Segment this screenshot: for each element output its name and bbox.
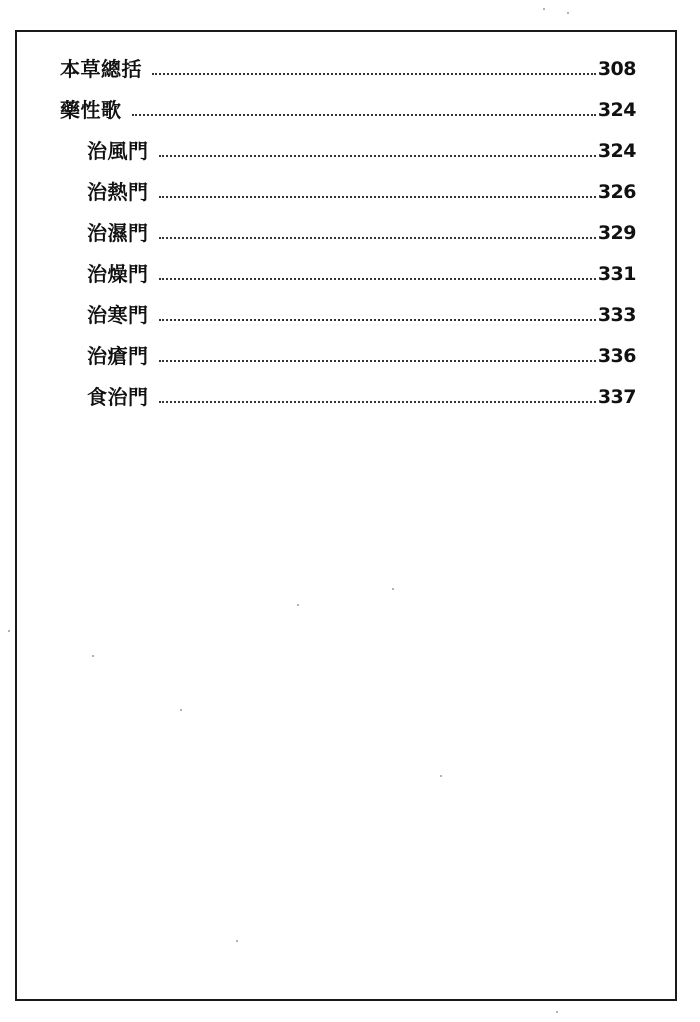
- toc-entry-0[interactable]: [60, 38, 636, 79]
- toc-entry-title: 食治門: [87, 385, 149, 409]
- scan-speck: [543, 8, 545, 10]
- scan-speck: [556, 1011, 558, 1013]
- scan-speck: [236, 940, 238, 942]
- scan-speck: [180, 709, 182, 711]
- toc-entry-title: 治燥門: [87, 262, 149, 286]
- scan-speck: [92, 655, 94, 657]
- table-of-contents: [60, 38, 636, 407]
- toc-entry-6[interactable]: [60, 284, 636, 325]
- scan-speck: [392, 588, 394, 590]
- toc-entry-title: 治濕門: [87, 221, 149, 245]
- scan-speck: [567, 12, 569, 14]
- toc-entry-title: 治風門: [87, 139, 149, 163]
- toc-entry-page: 308: [597, 58, 636, 80]
- dot-leader: [159, 155, 596, 157]
- dot-leader: [159, 401, 596, 403]
- dot-leader: [159, 319, 596, 321]
- dot-leader: [159, 360, 596, 362]
- toc-entry-page: 329: [597, 222, 636, 244]
- toc-entry-title: 本草總括: [60, 57, 142, 81]
- toc-entry-4[interactable]: [60, 202, 636, 243]
- toc-entry-page: 333: [597, 304, 636, 326]
- toc-entry-title: 治寒門: [87, 303, 149, 327]
- toc-entry-1[interactable]: [60, 79, 636, 120]
- toc-entry-title: 治瘡門: [87, 344, 149, 368]
- toc-entry-5[interactable]: [60, 243, 636, 284]
- toc-entry-3[interactable]: [60, 161, 636, 202]
- scan-speck: [8, 630, 10, 632]
- toc-entry-page: 326: [597, 181, 636, 203]
- toc-entry-page: 336: [597, 345, 636, 367]
- toc-entry-7[interactable]: [60, 325, 636, 366]
- dot-leader: [159, 237, 596, 239]
- dot-leader: [152, 73, 596, 75]
- scan-speck: [440, 775, 442, 777]
- toc-entry-page: 331: [597, 263, 636, 285]
- toc-entry-2[interactable]: [60, 120, 636, 161]
- toc-entry-page: 337: [597, 386, 636, 408]
- dot-leader: [159, 278, 596, 280]
- toc-entry-8[interactable]: [60, 366, 636, 407]
- scan-speck: [297, 604, 299, 606]
- dot-leader: [132, 114, 596, 116]
- toc-entry-title: 治熱門: [87, 180, 149, 204]
- dot-leader: [159, 196, 596, 198]
- toc-entry-title: 藥性歌: [60, 98, 122, 122]
- toc-entry-page: 324: [597, 99, 636, 121]
- toc-entry-page: 324: [597, 140, 636, 162]
